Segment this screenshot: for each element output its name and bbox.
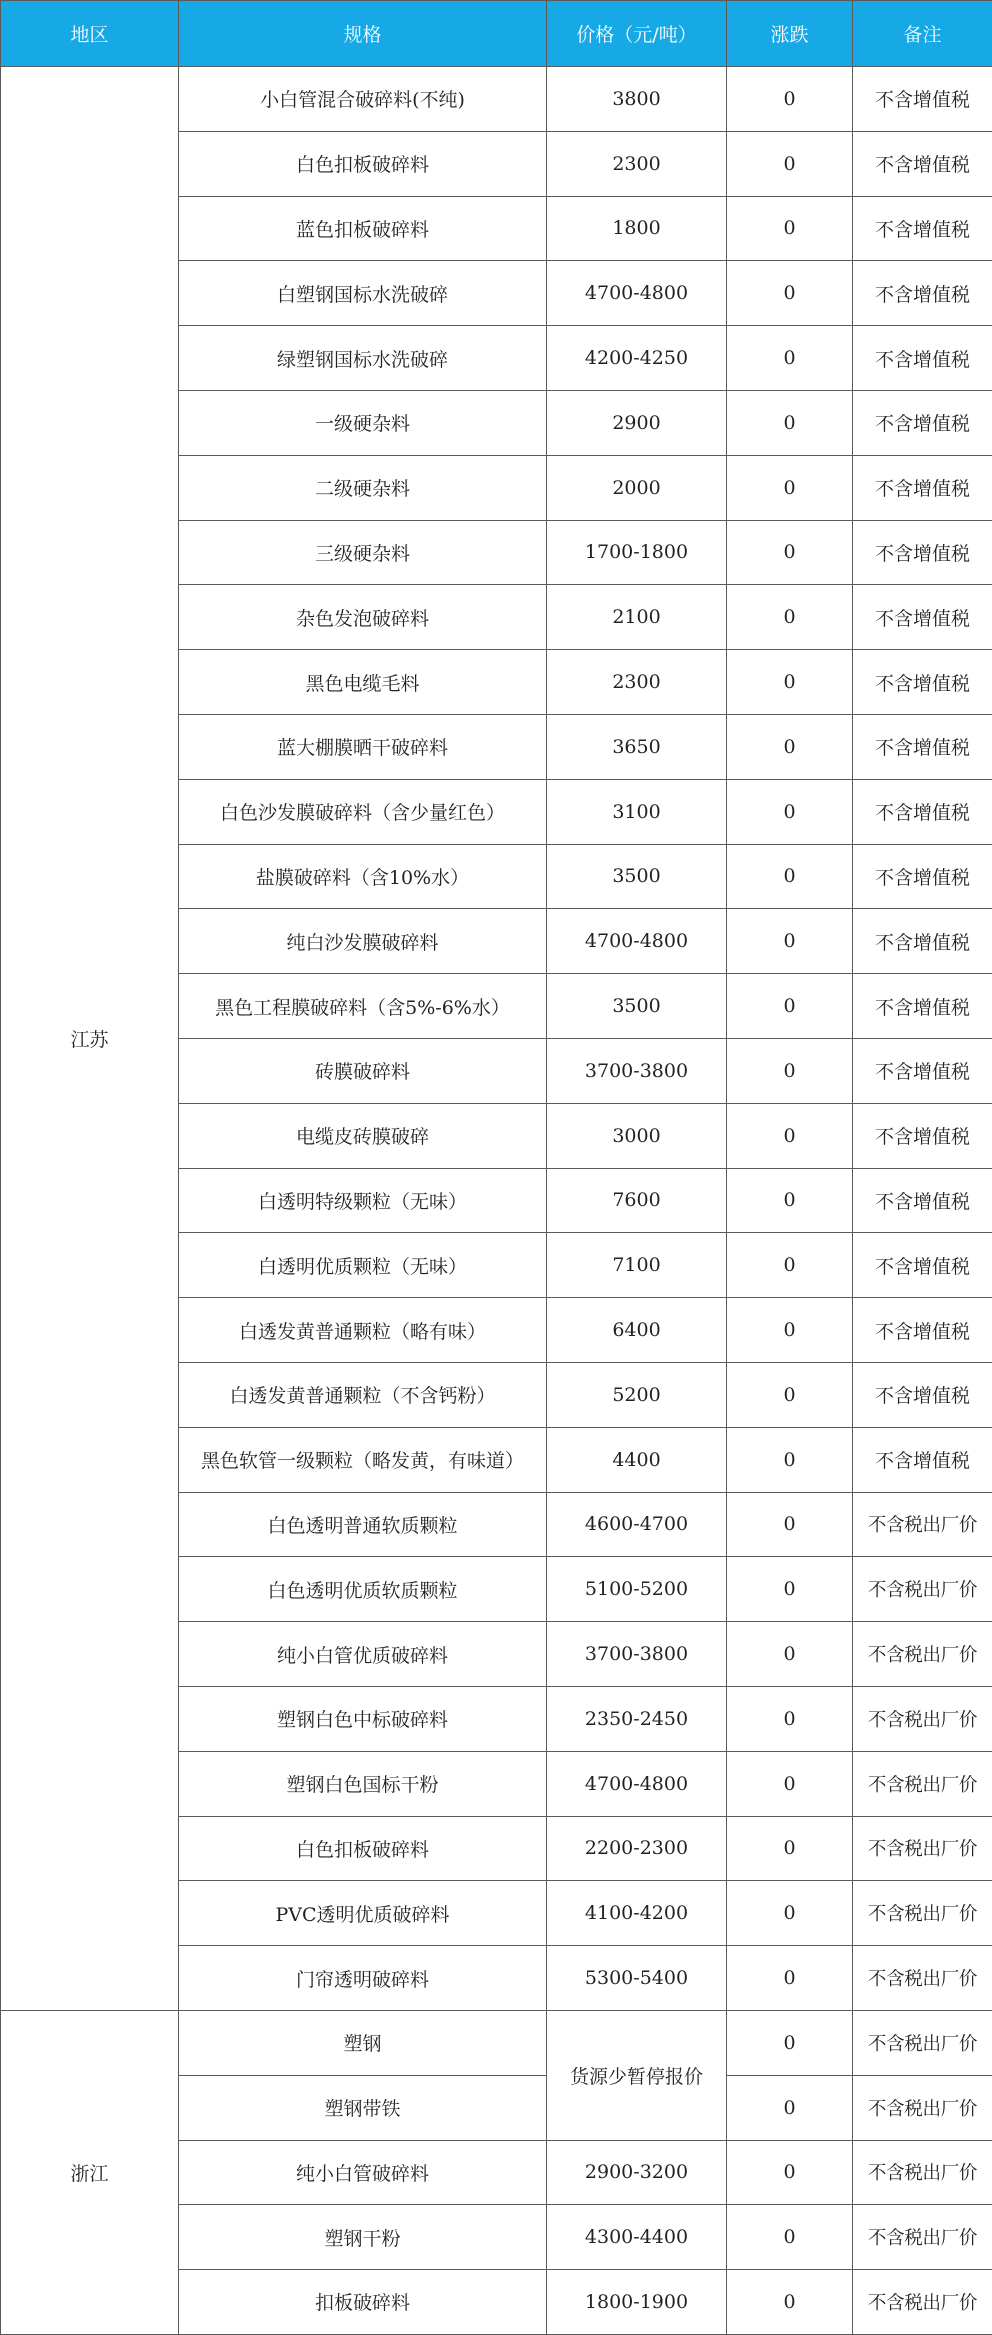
- table-body: [1, 67, 992, 2335]
- change-cell: 0: [727, 326, 853, 391]
- change-cell: 0: [727, 2010, 853, 2075]
- price-cell: 2300: [547, 650, 727, 715]
- note-cell: 不含增值税: [853, 520, 992, 585]
- note-cell: 不含增值税: [853, 67, 992, 132]
- spec-cell: 塑钢白色国标干粉: [179, 1751, 547, 1816]
- price-cell: 2350-2450: [547, 1686, 727, 1751]
- note-cell: 不含增值税: [853, 1168, 992, 1233]
- price-cell: 2900-3200: [547, 2140, 727, 2205]
- note-cell: 不含增值税: [853, 390, 992, 455]
- note-cell: 不含增值税: [853, 1298, 992, 1363]
- change-cell: 0: [727, 2140, 853, 2205]
- change-cell: 0: [727, 1103, 853, 1168]
- price-cell: 2200-2300: [547, 1816, 727, 1881]
- note-cell: 不含税出厂价: [853, 1751, 992, 1816]
- price-cell: 1700-1800: [547, 520, 727, 585]
- price-cell: 1800: [547, 196, 727, 261]
- note-cell: 不含税出厂价: [853, 1557, 992, 1622]
- region-cell: 浙江: [1, 2010, 179, 2334]
- change-cell: 0: [727, 455, 853, 520]
- spec-cell: 一级硬杂料: [179, 390, 547, 455]
- change-cell: 0: [727, 261, 853, 326]
- change-cell: 0: [727, 844, 853, 909]
- note-cell: 不含增值税: [853, 1103, 992, 1168]
- note-cell: 不含增值税: [853, 974, 992, 1039]
- change-cell: 0: [727, 1751, 853, 1816]
- price-cell: 3100: [547, 779, 727, 844]
- price-cell: 2100: [547, 585, 727, 650]
- note-cell: 不含增值税: [853, 779, 992, 844]
- spec-cell: 纯小白管优质破碎料: [179, 1622, 547, 1687]
- header-price: 价格（元/吨）: [547, 1, 727, 67]
- spec-cell: 盐膜破碎料（含10%水）: [179, 844, 547, 909]
- region-cell: 江苏: [1, 67, 179, 2011]
- note-cell: 不含增值税: [853, 196, 992, 261]
- change-cell: 0: [727, 2205, 853, 2270]
- price-cell: 4700-4800: [547, 261, 727, 326]
- price-cell: 4100-4200: [547, 1881, 727, 1946]
- price-cell: 4700-4800: [547, 1751, 727, 1816]
- price-cell: 4300-4400: [547, 2205, 727, 2270]
- change-cell: 0: [727, 2075, 853, 2140]
- spec-cell: 白色扣板破碎料: [179, 1816, 547, 1881]
- note-cell: 不含税出厂价: [853, 2205, 992, 2270]
- note-cell: 不含税出厂价: [853, 1946, 992, 2011]
- change-cell: 0: [727, 909, 853, 974]
- price-cell: 2000: [547, 455, 727, 520]
- note-cell: 不含税出厂价: [853, 2270, 992, 2335]
- spec-cell: 电缆皮砖膜破碎: [179, 1103, 547, 1168]
- change-cell: 0: [727, 196, 853, 261]
- spec-cell: 白色透明优质软质颗粒: [179, 1557, 547, 1622]
- price-cell: 5200: [547, 1362, 727, 1427]
- price-cell: 3650: [547, 714, 727, 779]
- spec-cell: 黑色软管一级颗粒（略发黄，有味道）: [179, 1427, 547, 1492]
- change-cell: 0: [727, 1622, 853, 1687]
- price-cell: 7100: [547, 1233, 727, 1298]
- change-cell: 0: [727, 779, 853, 844]
- change-cell: 0: [727, 520, 853, 585]
- spec-cell: 纯白沙发膜破碎料: [179, 909, 547, 974]
- note-cell: 不含增值税: [853, 326, 992, 391]
- spec-cell: 小白管混合破碎料(不纯): [179, 67, 547, 132]
- price-cell: 4400: [547, 1427, 727, 1492]
- spec-cell: 黑色工程膜破碎料（含5%-6%水）: [179, 974, 547, 1039]
- price-cell: 3000: [547, 1103, 727, 1168]
- note-cell: 不含增值税: [853, 909, 992, 974]
- note-cell: 不含税出厂价: [853, 1492, 992, 1557]
- change-cell: 0: [727, 67, 853, 132]
- note-cell: 不含税出厂价: [853, 2075, 992, 2140]
- change-cell: 0: [727, 1946, 853, 2011]
- note-cell: 不含增值税: [853, 261, 992, 326]
- price-cell: 4700-4800: [547, 909, 727, 974]
- spec-cell: 门帘透明破碎料: [179, 1946, 547, 2011]
- header-region: 地区: [1, 1, 179, 67]
- note-cell: 不含增值税: [853, 650, 992, 715]
- change-cell: 0: [727, 974, 853, 1039]
- note-cell: 不含增值税: [853, 1427, 992, 1492]
- change-cell: 0: [727, 1816, 853, 1881]
- spec-cell: 杂色发泡破碎料: [179, 585, 547, 650]
- spec-cell: 白透发黄普通颗粒（略有味）: [179, 1298, 547, 1363]
- change-cell: 0: [727, 1298, 853, 1363]
- table-row: [1, 2010, 992, 2075]
- spec-cell: 塑钢带铁: [179, 2075, 547, 2140]
- spec-cell: 白透明优质颗粒（无味）: [179, 1233, 547, 1298]
- spec-cell: 扣板破碎料: [179, 2270, 547, 2335]
- price-cell: 1800-1900: [547, 2270, 727, 2335]
- spec-cell: 砖膜破碎料: [179, 1038, 547, 1103]
- price-cell: 6400: [547, 1298, 727, 1363]
- note-cell: 不含税出厂价: [853, 2010, 992, 2075]
- spec-cell: 白色沙发膜破碎料（含少量红色）: [179, 779, 547, 844]
- price-cell: 2300: [547, 131, 727, 196]
- price-cell: 3500: [547, 844, 727, 909]
- note-cell: 不含税出厂价: [853, 1686, 992, 1751]
- change-cell: 0: [727, 1168, 853, 1233]
- change-cell: 0: [727, 585, 853, 650]
- change-cell: 0: [727, 390, 853, 455]
- spec-cell: 塑钢白色中标破碎料: [179, 1686, 547, 1751]
- spec-cell: 蓝大棚膜晒干破碎料: [179, 714, 547, 779]
- spec-cell: 蓝色扣板破碎料: [179, 196, 547, 261]
- spec-cell: 白透明特级颗粒（无味）: [179, 1168, 547, 1233]
- note-cell: 不含增值税: [853, 585, 992, 650]
- change-cell: 0: [727, 1427, 853, 1492]
- price-cell: 货源少暂停报价: [547, 2010, 727, 2140]
- spec-cell: PVC透明优质破碎料: [179, 1881, 547, 1946]
- price-cell: 5300-5400: [547, 1946, 727, 2011]
- spec-cell: 白塑钢国标水洗破碎: [179, 261, 547, 326]
- price-cell: 3800: [547, 67, 727, 132]
- spec-cell: 白色透明普通软质颗粒: [179, 1492, 547, 1557]
- price-cell: 4200-4250: [547, 326, 727, 391]
- change-cell: 0: [727, 131, 853, 196]
- header-spec: 规格: [179, 1, 547, 67]
- spec-cell: 白色扣板破碎料: [179, 131, 547, 196]
- price-cell: 3700-3800: [547, 1622, 727, 1687]
- change-cell: 0: [727, 1492, 853, 1557]
- price-cell: 5100-5200: [547, 1557, 727, 1622]
- change-cell: 0: [727, 1233, 853, 1298]
- note-cell: 不含增值税: [853, 455, 992, 520]
- price-cell: 3500: [547, 974, 727, 1039]
- price-cell: 7600: [547, 1168, 727, 1233]
- note-cell: 不含税出厂价: [853, 1622, 992, 1687]
- change-cell: 0: [727, 1686, 853, 1751]
- spec-cell: 绿塑钢国标水洗破碎: [179, 326, 547, 391]
- price-cell: 2900: [547, 390, 727, 455]
- spec-cell: 黑色电缆毛料: [179, 650, 547, 715]
- note-cell: 不含税出厂价: [853, 1816, 992, 1881]
- change-cell: 0: [727, 714, 853, 779]
- spec-cell: 塑钢干粉: [179, 2205, 547, 2270]
- note-cell: 不含税出厂价: [853, 2140, 992, 2205]
- note-cell: 不含增值税: [853, 1233, 992, 1298]
- note-cell: 不含增值税: [853, 1362, 992, 1427]
- header-note: 备注: [853, 1, 992, 67]
- spec-cell: 塑钢: [179, 2010, 547, 2075]
- spec-cell: 三级硬杂料: [179, 520, 547, 585]
- spec-cell: 二级硬杂料: [179, 455, 547, 520]
- note-cell: 不含增值税: [853, 1038, 992, 1103]
- note-cell: 不含增值税: [853, 714, 992, 779]
- spec-cell: 纯小白管破碎料: [179, 2140, 547, 2205]
- change-cell: 0: [727, 1881, 853, 1946]
- table-header: [1, 1, 992, 67]
- change-cell: 0: [727, 1038, 853, 1103]
- price-cell: 3700-3800: [547, 1038, 727, 1103]
- table-row: [1, 67, 992, 132]
- header-change: 涨跌: [727, 1, 853, 67]
- note-cell: 不含增值税: [853, 844, 992, 909]
- spec-cell: 白透发黄普通颗粒（不含钙粉）: [179, 1362, 547, 1427]
- change-cell: 0: [727, 2270, 853, 2335]
- change-cell: 0: [727, 650, 853, 715]
- change-cell: 0: [727, 1557, 853, 1622]
- note-cell: 不含增值税: [853, 131, 992, 196]
- price-cell: 4600-4700: [547, 1492, 727, 1557]
- change-cell: 0: [727, 1362, 853, 1427]
- note-cell: 不含税出厂价: [853, 1881, 992, 1946]
- header-row: [1, 1, 992, 67]
